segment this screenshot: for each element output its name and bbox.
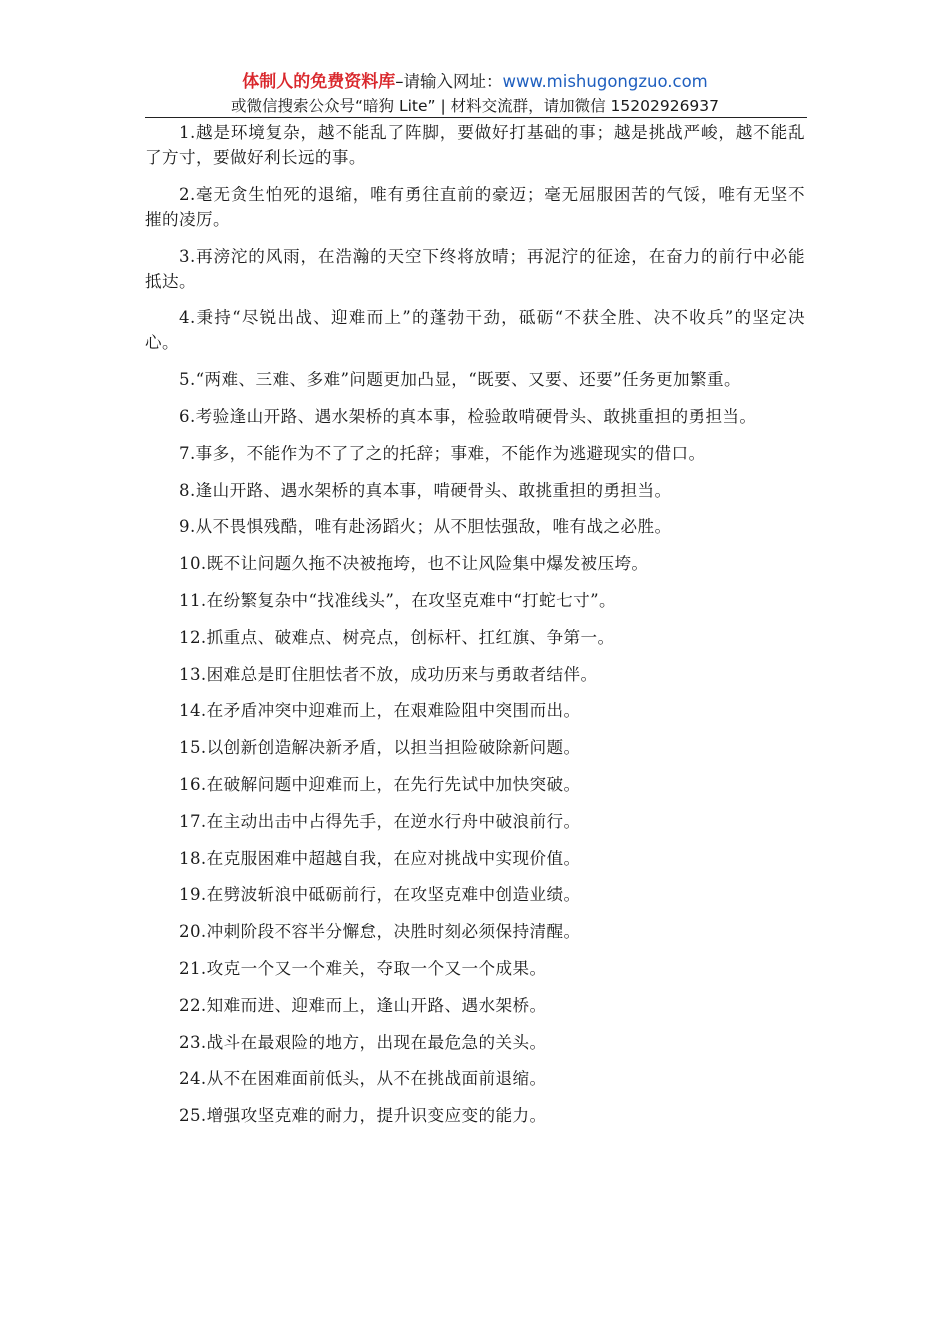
list-item: 16.在破解问题中迎难而上，在先行先试中加快突破。 [179, 774, 581, 794]
list-item: 5.“两难、三难、多难”问题更加凸显，“既要、又要、还要”任务更加繁重。 [179, 370, 741, 390]
header-divider [145, 117, 807, 118]
list-item: 20.冲刺阶段不容半分懈怠，决胜时刻必须保持清醒。 [179, 922, 581, 942]
list-item: 23.战斗在最艰险的地方，出现在最危急的关头。 [179, 1032, 547, 1052]
list-item: 3.再滂沱的风雨，在浩瀚的天空下终将放晴；再泥泞的征途，在奋力的前行中必能抵达。 [145, 246, 805, 291]
list-item: 4.秉持“尽锐出战、迎难而上”的蓬勃干劲，砥砺“不获全胜、决不收兵”的坚定决心。 [145, 308, 805, 353]
list-item: 21.攻克一个又一个难关，夺取一个又一个成果。 [179, 958, 547, 978]
list-item: 13.困难总是盯住胆怯者不放，成功历来与勇敢者结伴。 [179, 664, 598, 684]
list-item: 24.从不在困难面前低头，从不在挑战面前退缩。 [179, 1069, 547, 1089]
list-item: 25.增强攻坚克难的耐力，提升识变应变的能力。 [179, 1106, 547, 1126]
list-item: 7.事多，不能作为不了了之的托辞；事难，不能作为逃避现实的借口。 [179, 443, 706, 463]
list-item: 2.毫无贪生怕死的退缩，唯有勇往直前的豪迈；毫无屈服困苦的气馁，唯有无坚不摧的凌厉。 [145, 184, 805, 229]
list-item: 11.在纷繁复杂中“找准线头”，在攻坚克难中“打蛇七寸”。 [179, 590, 616, 610]
list-item: 15.以创新创造解决新矛盾，以担当担险破除新问题。 [179, 738, 581, 758]
header-line-1 [145, 70, 805, 94]
header-line-2: 或微信搜索公众号“暗狗 Lite” | 材料交流群，请加微信 15202926937 [230, 97, 720, 115]
list-item: 14.在矛盾冲突中迎难而上，在艰难险阻中突围而出。 [179, 701, 581, 721]
page-header [145, 70, 805, 118]
list-item: 9.从不畏惧残酷，唯有赴汤蹈火；从不胆怯强敌，唯有战之必胜。 [179, 517, 672, 537]
list-item: 17.在主动出击中占得先手，在逆水行舟中破浪前行。 [179, 811, 581, 831]
list-item: 10.既不让问题久拖不决被拖垮，也不让风险集中爆发被压垮。 [179, 554, 649, 574]
brand-title: 体制人的免费资料库 [242, 72, 396, 92]
list-item: 22.知难而进、迎难而上，逢山开路、遇水架桥。 [179, 995, 547, 1015]
list-item: 19.在劈波斩浪中砥砺前行，在攻坚克难中创造业绩。 [179, 885, 581, 905]
list-item: 8.逢山开路、遇水架桥的真本事，啃硬骨头、敢挑重担的勇担当。 [179, 480, 672, 500]
list-item: 12.抓重点、破难点、树亮点，创标杆、扛红旗、争第一。 [179, 627, 615, 647]
list-item: 1.越是环境复杂，越不能乱了阵脚，要做好打基础的事；越是挑战严峻，越不能乱了方寸，要做好利长远的事。 [145, 123, 805, 167]
list-item: 18.在克服困难中超越自我，在应对挑战中实现价值。 [179, 848, 581, 868]
site-url-link[interactable]: www.mishugongzuo.com [502, 72, 708, 91]
document-body [145, 120, 805, 1140]
url-prompt: –请输入网址： [395, 72, 503, 91]
list-item: 6.考验逢山开路、遇水架桥的真本事，检验敢啃硬骨头、敢挑重担的勇担当。 [179, 406, 757, 426]
